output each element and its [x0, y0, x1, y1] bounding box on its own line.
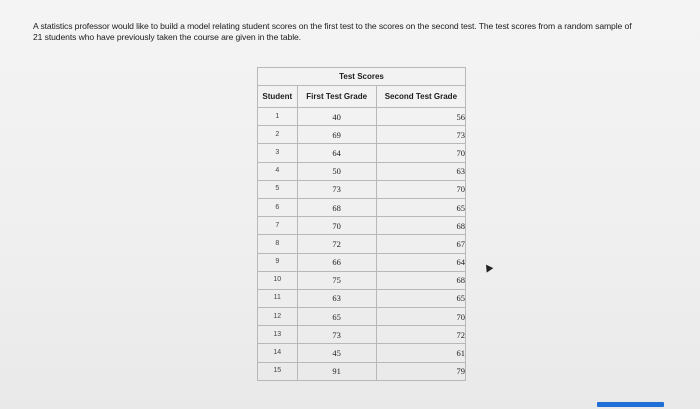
- second-test-grade-cell: 56: [376, 108, 465, 126]
- second-test-grade-cell: 65: [376, 198, 465, 216]
- student-cell: 5: [258, 180, 298, 198]
- first-test-grade-cell: 69: [297, 126, 376, 144]
- second-test-grade-cell: 63: [376, 162, 465, 180]
- second-test-grade-cell: 64: [376, 253, 465, 271]
- column-header-student: Student: [258, 86, 298, 108]
- first-test-grade-cell: 45: [297, 344, 376, 362]
- first-test-grade-cell: 64: [297, 144, 376, 162]
- first-test-grade-cell: 63: [297, 289, 376, 307]
- problem-statement: [33, 21, 673, 43]
- second-test-grade-cell: 79: [376, 362, 465, 380]
- student-cell: 7: [258, 217, 298, 235]
- student-cell: 11: [258, 289, 298, 307]
- student-cell: 6: [258, 198, 298, 216]
- problem-statement-line-2: 21 students who have previously taken the course are given in the table.: [33, 32, 301, 42]
- student-cell: 14: [258, 344, 298, 362]
- table-row: [258, 180, 466, 198]
- second-test-grade-cell: 70: [376, 144, 465, 162]
- table-row: [258, 108, 466, 126]
- table-row: [258, 271, 466, 289]
- table-row: [258, 308, 466, 326]
- table-row: [258, 289, 466, 307]
- test-scores-table-container: [257, 67, 466, 381]
- second-test-grade-cell: 70: [376, 308, 465, 326]
- first-test-grade-cell: 73: [297, 326, 376, 344]
- column-header-first-test: First Test Grade: [297, 86, 376, 108]
- student-cell: 3: [258, 144, 298, 162]
- first-test-grade-cell: 50: [297, 162, 376, 180]
- first-test-grade-cell: 73: [297, 180, 376, 198]
- student-cell: 13: [258, 326, 298, 344]
- second-test-grade-cell: 67: [376, 235, 465, 253]
- table-row: [258, 326, 466, 344]
- first-test-grade-cell: 65: [297, 308, 376, 326]
- first-test-grade-cell: 91: [297, 362, 376, 380]
- table-row: [258, 198, 466, 216]
- table-row: [258, 162, 466, 180]
- second-test-grade-cell: 70: [376, 180, 465, 198]
- table-row: [258, 253, 466, 271]
- mouse-pointer-icon: [483, 262, 494, 272]
- first-test-grade-cell: 68: [297, 198, 376, 216]
- student-cell: 12: [258, 308, 298, 326]
- student-cell: 4: [258, 162, 298, 180]
- submit-button-edge[interactable]: [597, 402, 664, 407]
- first-test-grade-cell: 72: [297, 235, 376, 253]
- table-body: [258, 108, 466, 381]
- first-test-grade-cell: 66: [297, 253, 376, 271]
- table-caption: Test Scores: [258, 68, 466, 86]
- student-cell: 8: [258, 235, 298, 253]
- second-test-grade-cell: 65: [376, 289, 465, 307]
- student-cell: 15: [258, 362, 298, 380]
- table-row: [258, 144, 466, 162]
- second-test-grade-cell: 68: [376, 271, 465, 289]
- second-test-grade-cell: 72: [376, 326, 465, 344]
- student-cell: 10: [258, 271, 298, 289]
- student-cell: 9: [258, 253, 298, 271]
- column-header-second-test: Second Test Grade: [376, 86, 465, 108]
- test-scores-table: [257, 67, 466, 381]
- second-test-grade-cell: 68: [376, 217, 465, 235]
- second-test-grade-cell: 73: [376, 126, 465, 144]
- first-test-grade-cell: 70: [297, 217, 376, 235]
- table-row: [258, 362, 466, 380]
- table-row: [258, 217, 466, 235]
- table-row: [258, 126, 466, 144]
- table-row: [258, 344, 466, 362]
- table-row: [258, 235, 466, 253]
- second-test-grade-cell: 61: [376, 344, 465, 362]
- problem-statement-line-1: A statistics professor would like to build a model relating student scores on the first test to the scores on the second test. The test scores from a random sample of: [33, 21, 632, 31]
- first-test-grade-cell: 75: [297, 271, 376, 289]
- student-cell: 1: [258, 108, 298, 126]
- student-cell: 2: [258, 126, 298, 144]
- first-test-grade-cell: 40: [297, 108, 376, 126]
